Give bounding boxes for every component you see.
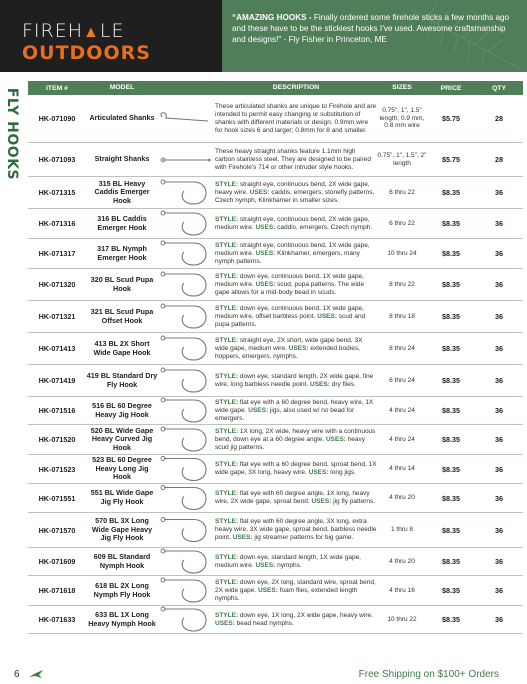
product-description: STYLE: straight eye, continuous bend, 1X wide gape, medium wire. USES: Klinkhamer, emergers, many nymph patterns. bbox=[215, 241, 370, 265]
curved-jig-hook-icon bbox=[158, 425, 214, 454]
brand-logo-outdoors: OUTDOORS bbox=[22, 42, 151, 64]
price: $8.35 bbox=[442, 280, 460, 289]
price: $5.75 bbox=[442, 155, 460, 164]
col-description: DESCRIPTION bbox=[272, 84, 320, 91]
long-jig-hook-icon bbox=[158, 455, 214, 483]
quantity: 36 bbox=[495, 312, 503, 321]
price: $8.35 bbox=[442, 312, 460, 321]
sizes: 4 thru 14 bbox=[389, 465, 415, 473]
price: $8.35 bbox=[442, 493, 460, 503]
dry-fly-hook-icon bbox=[158, 365, 214, 396]
sizes: 6 thru 22 bbox=[389, 188, 415, 196]
table-header bbox=[28, 81, 523, 95]
product-table bbox=[28, 81, 523, 634]
table-row bbox=[28, 95, 523, 143]
quantity: 36 bbox=[495, 249, 503, 258]
model-name: 320 BL Scud Pupa Hook bbox=[90, 274, 154, 293]
quantity: 36 bbox=[495, 406, 503, 415]
quantity: 36 bbox=[495, 435, 503, 444]
table-row bbox=[28, 209, 523, 239]
sizes: 4 thru 20 bbox=[389, 494, 415, 502]
sizes: 8 thru 24 bbox=[389, 344, 415, 352]
model-name: 315 BL Heavy Caddis Emerger Hook bbox=[94, 178, 150, 205]
item-number: HK-071093 bbox=[38, 155, 76, 164]
product-description: STYLE: down eye, standard length, 1X wide gape, medium wire. USES: nymphs. bbox=[215, 553, 361, 569]
sizes: 8 thru 22 bbox=[389, 280, 415, 288]
item-number: HK-071633 bbox=[38, 615, 76, 624]
scud-offset-hook-icon bbox=[158, 301, 214, 332]
sizes: 8 thru 18 bbox=[389, 312, 415, 320]
table-row bbox=[28, 397, 523, 425]
model-name: 551 BL Wide Gape Jig Fly Hook bbox=[90, 488, 154, 506]
quantity: 36 bbox=[495, 464, 503, 474]
price: $8.35 bbox=[442, 344, 460, 353]
brand-logo-firehole: FIREH▲LE bbox=[22, 20, 125, 42]
sizes: 4 thru 24 bbox=[389, 406, 415, 414]
model-name: 609 BL Standard Nymph Hook bbox=[93, 551, 151, 570]
product-description: These heavy straight shanks feature 1.1mm high carbon stainless steel. They are designed to be paired with Firehole's 714 or other intruder style hooks. bbox=[215, 147, 371, 171]
quantity: 36 bbox=[495, 615, 503, 624]
model-name: Straight Shanks bbox=[94, 154, 150, 164]
model-name: 317 BL Nymph Emerger Hook bbox=[97, 243, 147, 262]
model-name: 321 BL Scud Pupa Offset Hook bbox=[90, 306, 154, 325]
table-row bbox=[28, 269, 523, 301]
flame-icon: ▲ bbox=[83, 22, 100, 41]
quantity: 36 bbox=[495, 586, 503, 595]
col-model: MODEL bbox=[109, 83, 135, 91]
model-name: 316 BL Caddis Emerger Hook bbox=[97, 213, 147, 232]
table-row bbox=[28, 548, 523, 576]
table-row bbox=[28, 606, 523, 634]
table-row bbox=[28, 425, 523, 455]
model-name: 523 BL 60 Degree Heavy Long Jig Hook bbox=[92, 455, 152, 482]
fly-icon bbox=[28, 668, 44, 680]
model-name: 413 BL 2X Short Wide Gape Hook bbox=[93, 338, 151, 357]
long-jig-hook-icon bbox=[158, 513, 214, 547]
model-name: 633 BL 1X Long Heavy Nymph Hook bbox=[88, 609, 156, 628]
price: $8.35 bbox=[442, 219, 460, 228]
product-description: STYLE: 1X long, 2X wide, heavy wire with a continuous bend, down eye at a 60 degree angle. USES: heavy scud jig patterns. bbox=[215, 427, 376, 451]
sizes: 0.75", 1", 1.5" length; 0.9 mm, 0.8 mm wire bbox=[379, 106, 425, 130]
table-row bbox=[28, 333, 523, 365]
long-nymph-hook-icon bbox=[158, 576, 214, 605]
caddis-hook-icon bbox=[158, 177, 214, 208]
caddis-hook-icon bbox=[158, 209, 214, 238]
table-row bbox=[28, 455, 523, 484]
quantity: 36 bbox=[495, 493, 503, 503]
table-row bbox=[28, 576, 523, 606]
product-description: STYLE: flat eye with 60 degree angle, 1X long, heavy wire, 2X wide gape, sproat bend. USES: jig fly patterns. bbox=[215, 490, 376, 505]
table-row bbox=[28, 365, 523, 397]
price: $8.35 bbox=[442, 406, 460, 415]
product-description: STYLE: down eye, continuous bend, 1X wide gape, medium wire. USES: scud, pupa patterns. The wide gape allows for a mid-body bead in scuds. bbox=[215, 272, 365, 296]
item-number: HK-071551 bbox=[38, 493, 76, 503]
quantity: 36 bbox=[495, 188, 503, 197]
quantity: 28 bbox=[495, 114, 503, 123]
sizes: 1 thru 8 bbox=[390, 526, 414, 534]
testimonial-quote: “AMAZING HOOKS - Finally ordered some firehole sticks a few months ago and these have to be the stickiest hooks I've used. Awesome craftsmanship and designs!" - Fly Fisher in Princeton, ME bbox=[232, 13, 510, 45]
scud-hook-icon bbox=[158, 269, 214, 300]
product-description: STYLE: flat eye with a 60 degree bend, sproat bend, 1X wide gape, 3X long, heavy wire. USES: long jigs. bbox=[215, 461, 377, 476]
product-description: STYLE: down eye, continuous bend, 1X wide gape, medium wire, offset barbless point. USES: scud and pupa patterns. bbox=[215, 304, 366, 328]
model-name: Articulated Shanks bbox=[89, 113, 155, 123]
quantity: 36 bbox=[495, 280, 503, 289]
price: $8.35 bbox=[442, 525, 460, 535]
product-description: STYLE: down eye, 1X long, 2X wide gape, heavy wire. USES: bead head nymphs. bbox=[215, 611, 373, 627]
quantity: 36 bbox=[495, 376, 503, 385]
price: $8.35 bbox=[442, 464, 460, 474]
sizes: 6 thru 24 bbox=[389, 376, 415, 384]
shipping-note: Free Shipping on $100+ Orders bbox=[358, 669, 499, 680]
model-name: 419 BL Standard Dry Fly Hook bbox=[86, 370, 158, 389]
table-row bbox=[28, 301, 523, 333]
straight-shank-icon bbox=[158, 143, 214, 176]
sizes: 10 thru 24 bbox=[387, 249, 417, 257]
price: $8.35 bbox=[442, 615, 460, 624]
model-name: 618 BL 2X Long Nymph Fly Hook bbox=[93, 580, 151, 599]
testimonial-banner bbox=[222, 0, 527, 72]
table-row bbox=[28, 513, 523, 548]
price: $8.35 bbox=[442, 249, 460, 258]
model-name: 516 BL 60 Degree Heavy Jig Hook bbox=[92, 400, 152, 419]
col-item: ITEM # bbox=[46, 84, 68, 92]
item-number: HK-071316 bbox=[38, 219, 76, 228]
price: $8.35 bbox=[442, 376, 460, 385]
section-title: FLY HOOKS bbox=[4, 87, 20, 181]
item-number: HK-071609 bbox=[38, 557, 76, 566]
nymph-hook-icon bbox=[158, 239, 214, 268]
brand-header bbox=[0, 0, 222, 72]
item-number: HK-071321 bbox=[38, 312, 76, 321]
quantity: 36 bbox=[495, 344, 503, 353]
model-name: 570 BL 3X Long Wide Gape Heavy Jig Fly Hook bbox=[91, 516, 153, 543]
item-number: HK-071523 bbox=[38, 464, 76, 474]
sizes: 0.75", 1", 1.5", 2" length bbox=[377, 151, 427, 167]
product-description: STYLE: flat eye with 60 degree angle, 3X long, extra heavy wire, 3X wide gape, sproat bend, barbless needle point. USES: jig streamer patterns for big game. bbox=[215, 518, 377, 541]
price: $8.35 bbox=[442, 586, 460, 595]
quantity: 36 bbox=[495, 557, 503, 566]
item-number: HK-071520 bbox=[38, 435, 76, 444]
item-number: HK-071618 bbox=[38, 586, 76, 595]
product-description: STYLE: straight eye, 2X short, wide gape bend, 3X wide gape, medium wire. USES: extended bodies, hoppers, emergers, nymphs. bbox=[215, 336, 363, 360]
quantity: 28 bbox=[495, 155, 503, 164]
item-number: HK-071570 bbox=[38, 525, 76, 535]
product-description: These articulated shanks are unique to Firehole and are intended to permit easy changing or substitution of shanks with different materials or design. 0.9mm wire for hook sizes 6 and larger; 0.8mm for 8 and smaller. bbox=[215, 102, 377, 134]
table-row bbox=[28, 177, 523, 209]
item-number: HK-071516 bbox=[38, 406, 76, 415]
product-description: STYLE: straight eye, continuous bend, 2X wide gape, medium wire. USES: caddis, emergers, Czech nymph. bbox=[215, 215, 373, 231]
price: $8.35 bbox=[442, 188, 460, 197]
product-description: STYLE: down eye, 2X long, standard wire, sproat bend, 2X wide gape. USES: foam flies, extended length nymphs. bbox=[215, 578, 376, 602]
price: $5.75 bbox=[442, 114, 460, 123]
item-number: HK-071317 bbox=[38, 249, 76, 258]
price: $8.35 bbox=[442, 557, 460, 566]
sizes: 6 thru 22 bbox=[389, 219, 415, 227]
page-number: 6 bbox=[14, 669, 20, 680]
wide-gape-hook-icon bbox=[158, 333, 214, 364]
sizes: 4 thru 24 bbox=[389, 435, 415, 443]
page-footer bbox=[0, 666, 527, 684]
table-row bbox=[28, 143, 523, 177]
col-sizes: SIZES bbox=[392, 84, 412, 92]
jig-hook-icon bbox=[158, 484, 214, 512]
item-number: HK-071320 bbox=[38, 280, 76, 289]
item-number: HK-071315 bbox=[38, 188, 76, 197]
col-price: PRICE bbox=[440, 84, 462, 92]
item-number: HK-071419 bbox=[38, 376, 76, 385]
sizes: 4 thru 16 bbox=[389, 586, 415, 594]
long-nymph-hook-icon bbox=[158, 606, 214, 633]
sizes: 10 thru 22 bbox=[387, 615, 417, 623]
jig-hook-icon bbox=[158, 397, 214, 424]
table-row bbox=[28, 239, 523, 269]
nymph-hook-icon bbox=[158, 548, 214, 575]
item-number: HK-071090 bbox=[38, 114, 76, 123]
quantity: 36 bbox=[495, 525, 503, 535]
table-row bbox=[28, 484, 523, 513]
product-description: STYLE: straight eye, continuous bend, 2X wide gape, heavy wire. USES: caddis, emergers, stonefly patterns, Czech nymph, Klinkhamer in smaller sizes. bbox=[215, 180, 375, 204]
col-qty: QTY bbox=[492, 84, 506, 92]
item-number: HK-071413 bbox=[38, 344, 76, 353]
quantity: 36 bbox=[495, 219, 503, 228]
product-description: STYLE: flat eye with a 60 degree bend, heavy wire, 1X wide gape. USES: jigs, also used w/ no bead for emergers. bbox=[215, 398, 374, 422]
model-name: 520 BL Wide Gape Heavy Curved Jig Hook bbox=[90, 425, 154, 452]
product-description: STYLE: down eye, standard length, 2X wide gape, fine wire, long barbless needle point. USES: dry flies. bbox=[215, 372, 374, 388]
sizes: 4 thru 20 bbox=[389, 557, 415, 565]
articulated-shank-icon bbox=[158, 95, 214, 142]
price: $8.35 bbox=[442, 435, 460, 444]
